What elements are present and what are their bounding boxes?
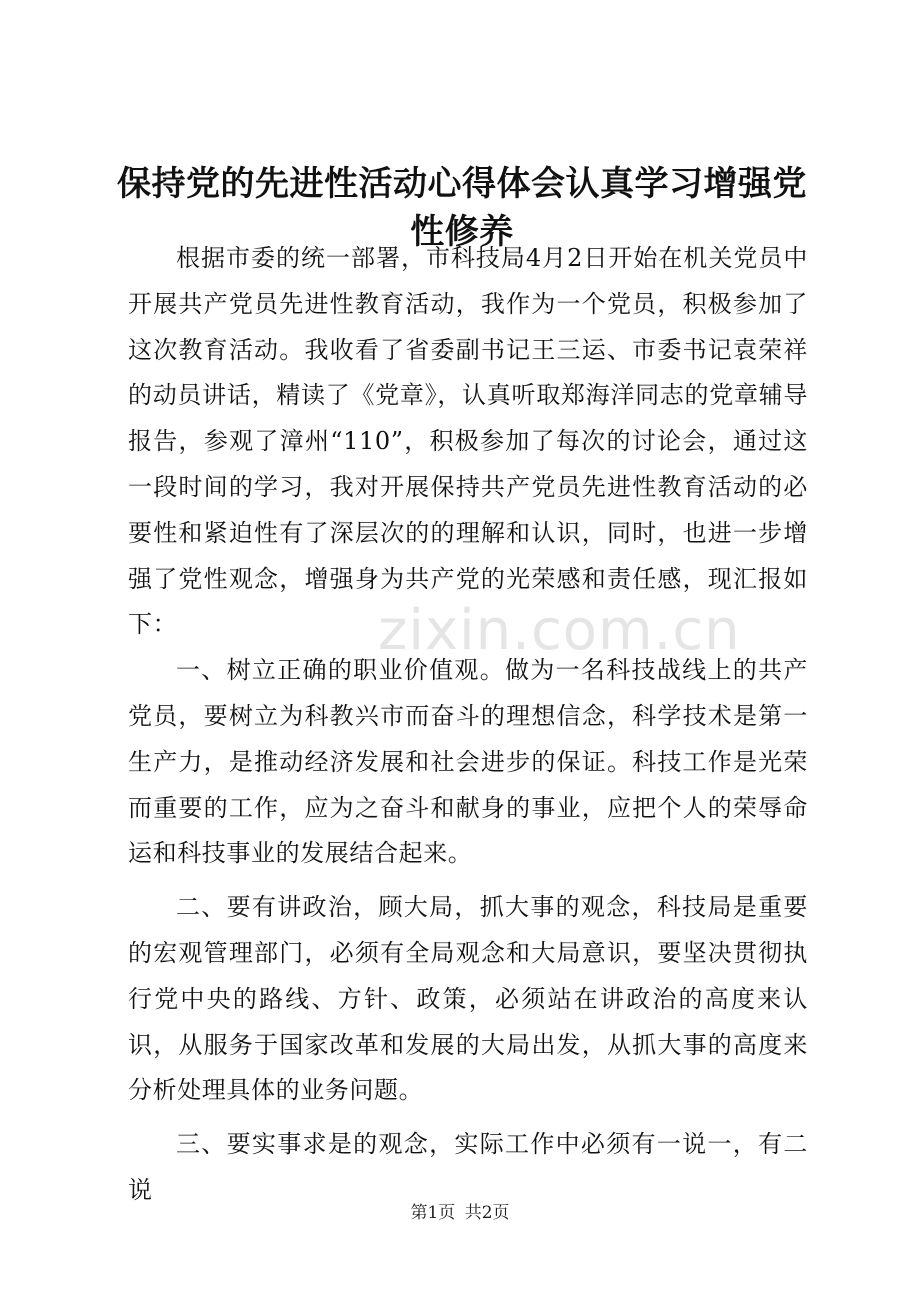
- paragraph-point-3: 三、要实事求是的观念，实际工作中必须有一说一，有二说: [128, 1130, 808, 1204]
- page-number: 第1页: [410, 1203, 456, 1223]
- page-total: 共2页: [464, 1203, 510, 1223]
- document-title: 保持党的先进性活动心得体会认真学习增强党性修养: [117, 164, 807, 252]
- paragraph-point-1: 一、树立正确的职业价值观。做为一名科技战线上的共产党员，要树立为科教兴市而奋斗的理想信念，科学技术是第一生产力，是推动经济发展和社会进步的保证。科技工作是光荣而重要的工作，应为之奋斗和献身的事业，应把个人的荣辱命运和科技事业的发展结合起来。: [128, 656, 808, 868]
- document-body: [128, 236, 808, 1214]
- paragraph-point-2: 二、要有讲政治，顾大局，抓大事的观念，科技局是重要的宏观管理部门，必须有全局观念和大局意识，要坚决贯彻执行党中央的路线、方针、政策，必须站在讲政治的高度来认识，从服务于国家改革和发展的大局出发，从抓大事的高度来分析处理具体的业务问题。: [128, 893, 808, 1105]
- watermark: zixin.com.cn: [378, 598, 741, 663]
- paragraph-intro: 根据市委的统一部署，市科技局4月2日开始在机关党员中开展共产党员先进性教育活动，我作为一个党员，积极参加了这次教育活动。我收看了省委副书记王三运、市委书记袁荣祥的动员讲话，精读了《党章》，认真听取郑海洋同志的党章辅导报告，参观了漳州“110”，积极参加了每次的讨论会，通过这一段时间的学习，我对开展保持共产党员先进性教育活动的必要性和紧迫性有了深层次的的理解和认识，同时，也进一步增强了党性观念，增强身为共产党的光荣感和责任感，现汇报如下：: [128, 244, 808, 639]
- page-footer: [0, 1198, 920, 1223]
